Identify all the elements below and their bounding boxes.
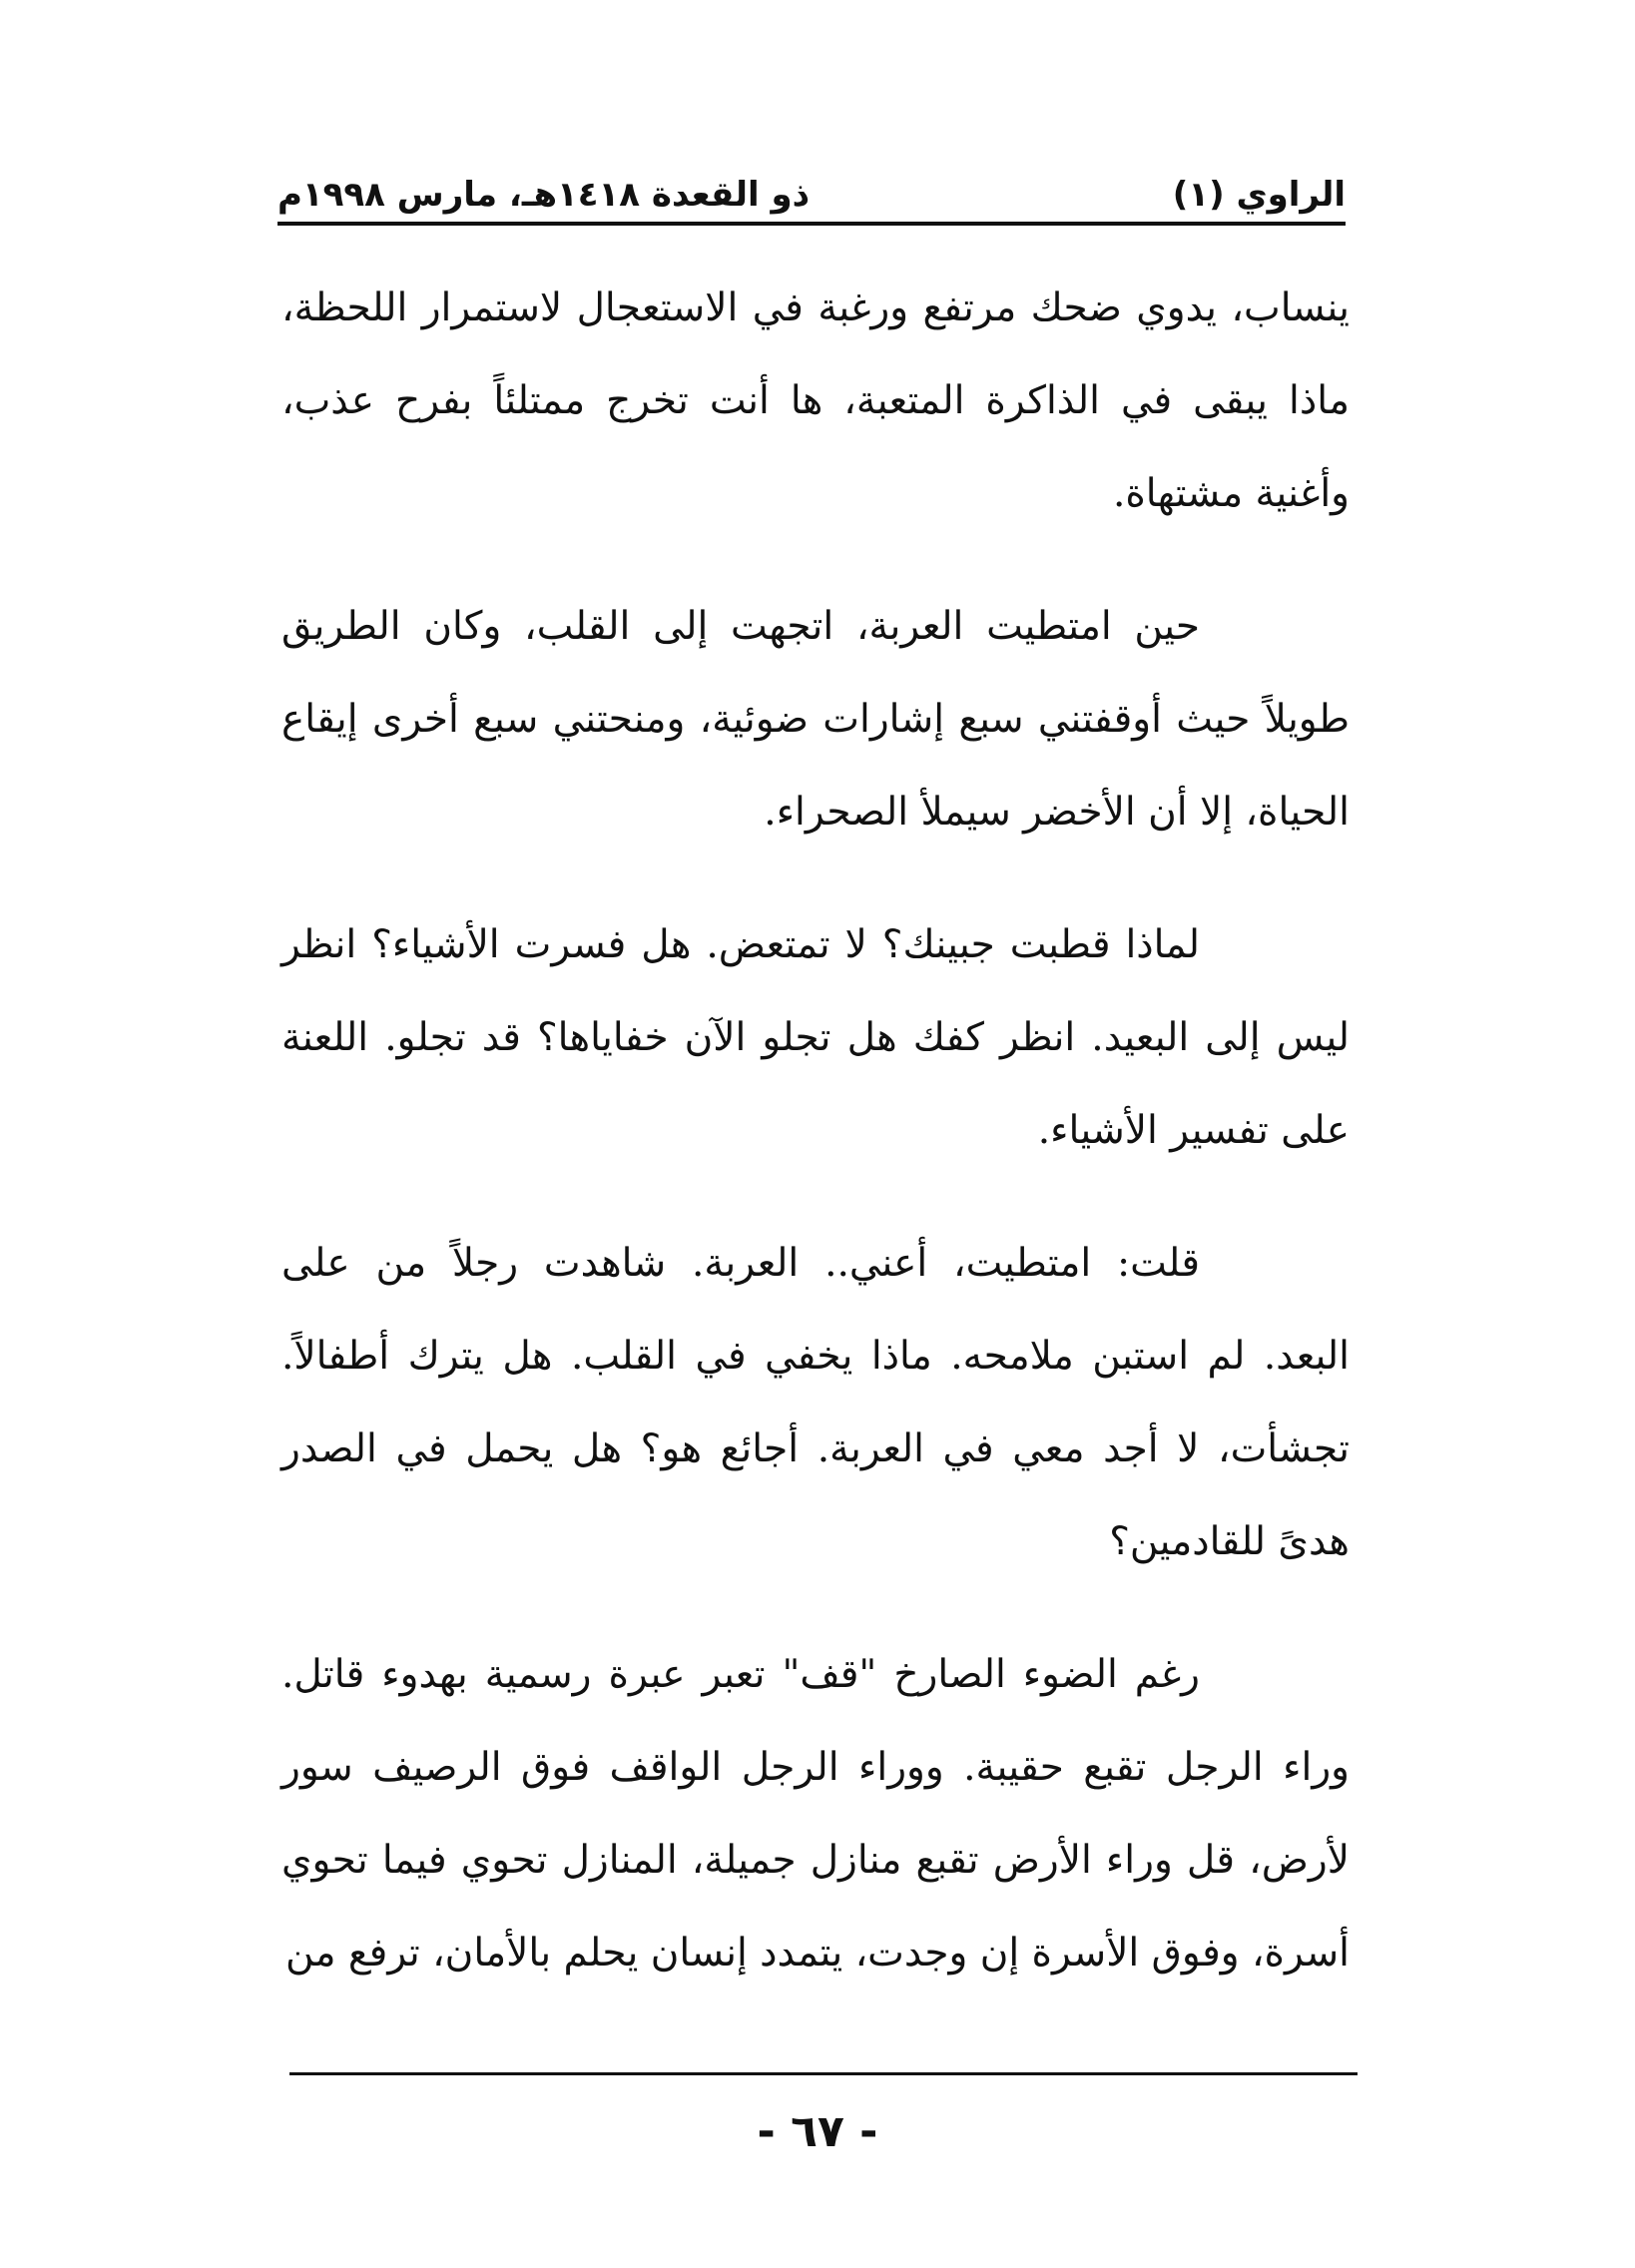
paragraph-3: لماذا قطبت جبينك؟ لا تمتعض. هل فسرت الأشياء؟ انظر ليس إلى البعيد. انظر كفك هل تجلو الآن خفاياها؟ قد تجلو. اللعنة على تفسير الأشياء. <box>281 922 1350 1153</box>
journal-title: الراوي (١) <box>1172 175 1346 215</box>
issue-date: ذو القعدة ١٤١٨هـ، مارس ١٩٩٨م <box>277 175 811 215</box>
article-body <box>281 262 1350 2039</box>
running-header <box>277 158 1346 220</box>
paragraph-1: ينساب، يدوي ضحك مرتفع ورغبة في الاستعجال لاستمرار اللحظة، ماذا يبقى في الذاكرة المتعبة، ها أنت تخرج ممتلئاً بفرح عذب، وأغنية مشتهاة. <box>281 285 1350 516</box>
footer-divider <box>289 2072 1358 2075</box>
paragraph-4: قلت: امتطيت، أعني.. العربة. شاهدت رجلاً من على البعد. لم استبن ملامحه. ماذا يخفي في القلب. هل يترك أطفالاً. تجشأت، لا أجد معي في العربة. أجائع هو؟ هل يحمل في الصدر هدىً للقادمين؟ <box>281 1241 1350 1564</box>
header-divider <box>277 222 1346 226</box>
paragraph-5: رغم الضوء الصارخ "قف" تعبر عبرة رسمية بهدوء قاتل. وراء الرجل تقبع حقيبة. ووراء الرجل الواقف فوق الرصيف سور لأرض، قل وراء الأرض تقبع منازل جميلة، المنازل تحوي فيما تحوي أسرة، وفوق الأسرة إن وجدت، يتمدد إنسان يحلم بالأمان، ترفع من <box>281 1652 1350 1976</box>
paragraph-2: حين امتطيت العربة، اتجهت إلى القلب، وكان الطريق طويلاً حيث أوقفتني سبع إشارات ضوئية، ومنحتني سبع أخرى إيقاع الحياة، إلا أن الأخضر سيملأ الصحراء. <box>281 604 1350 835</box>
page-number: - ٦٧ - <box>757 2106 878 2157</box>
